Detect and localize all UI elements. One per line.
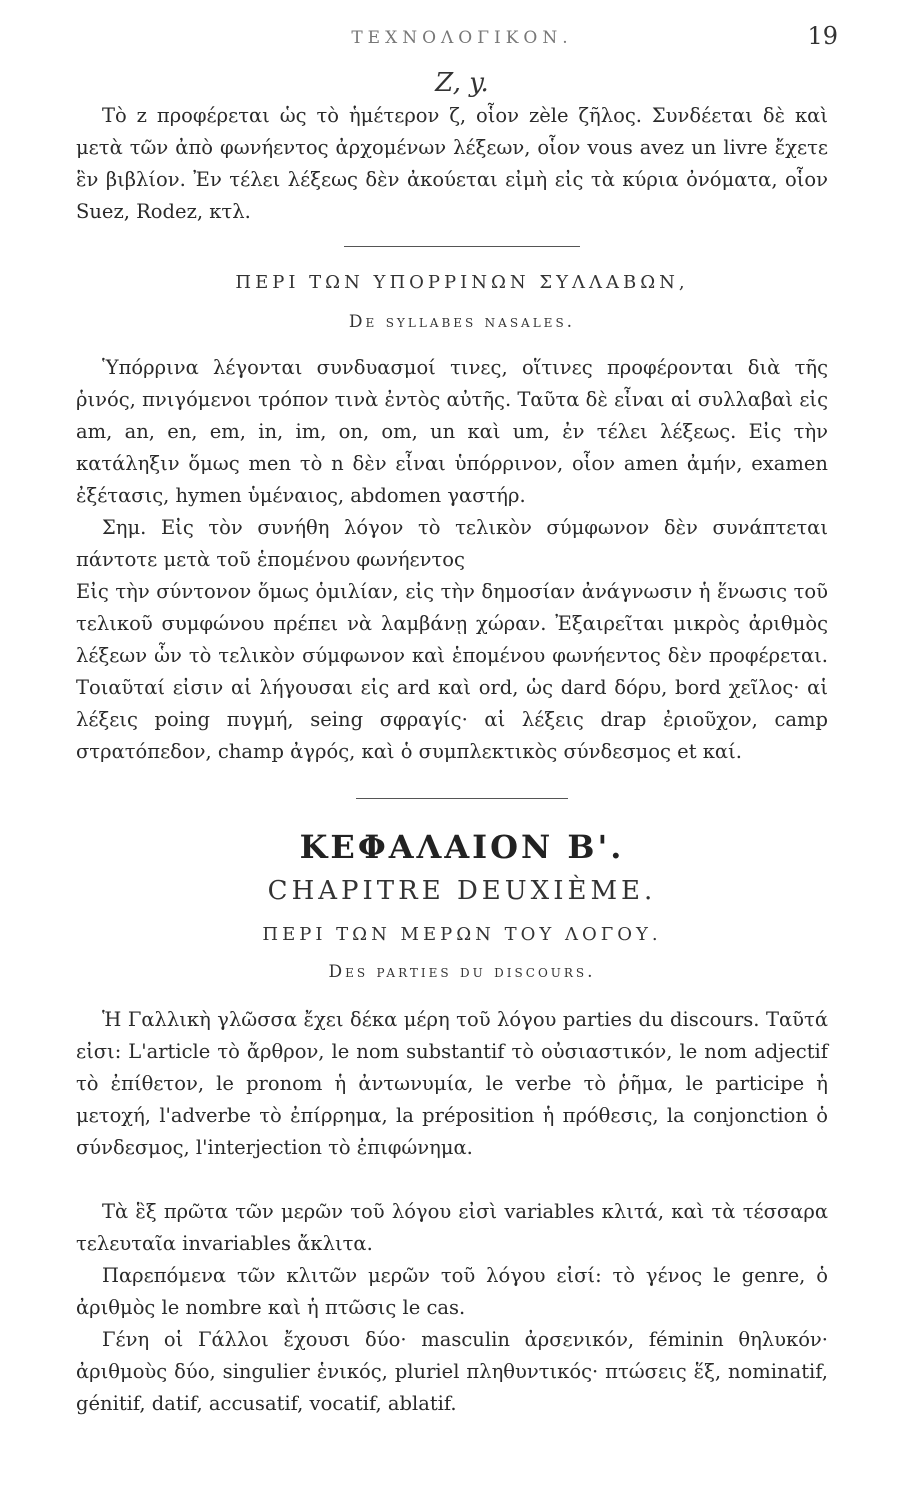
heading-nasal-greek: ΠΕΡΙ ΤΩΝ ΥΠΟΡΡΙΝΩΝ ΣΥΛΛΑΒΩΝ,: [235, 272, 689, 293]
paragraph-parts-1-text: Ἡ Γαλλικὴ γλῶσσα ἔχει δέκα μέρη τοῦ λόγου parties du discours. Ταῦτά εἰσι: L'article τὸ ἄρθρον, le nom substantif τὸ οὐσιαστικόν, le nom adjectif τὸ ἐπίθετον, le pronom ἡ ἀντωνυμία, le verbe τὸ ῥῆμα, le participe ἡ μετοχή, l'adverbe τὸ ἐπίρρημα, la préposition ἡ πρόθεσις, la conjonction ὁ σύνδεσμος, l'interjection τὸ ἐπιφώνημα.: [76, 1008, 828, 1159]
paragraph-nasal-note: [76, 512, 828, 576]
paragraph-nasal-1: [76, 352, 828, 512]
chapter-heading-french: CHAPITRE DEUXIÈME.: [267, 876, 657, 906]
paragraph-z-text: Τὸ z προφέρεται ὡς τὸ ἡμέτερον ζ, οἷον zèle ζῆλος. Συνδέεται δὲ καὶ μετὰ τῶν ἀπὸ φωνήεντος ἀρχομένων λέξεων, οἷον vous avez un livre ἔχετε ἓν βιβλίον. Ἐν τέλει λέξεως δὲν ἀκούεται εἰμὴ εἰς τὰ κύρια ὀνόματα, οἷον Suez, Rodez, κτλ.: [76, 104, 828, 223]
paragraph-parts-4-text: Γένη οἱ Γάλλοι ἔχουσι δύο· masculin ἀρσενικόν, féminin θηλυκόν· ἀριθμοὺς δύο, singulier ἑνικός, pluriel πληθυντικός· πτώσεις ἕξ, nominatif, génitif, datif, accusatif, vocatif, ablatif.: [76, 1328, 828, 1415]
running-head: ΤΕΧΝΟΛΟΓΙΚΟΝ.: [351, 28, 573, 48]
heading-parts-french: Des parties du discours.: [328, 962, 596, 982]
paragraph-nasal-note-text: Σημ. Εἰς τὸν συνήθη λόγον τὸ τελικὸν σύμφωνον δὲν συνάπτεται πάντοτε μετὰ τοῦ ἑπομένου φωνήεντος: [76, 516, 828, 571]
paragraph-parts-3-text: Παρεπόμενα τῶν κλιτῶν μερῶν τοῦ λόγου εἰσί: τὸ γένος le genre, ὁ ἀριθμὸς le nombre καὶ ἡ πτῶσις le cas.: [76, 1264, 828, 1319]
chapter-heading-greek: ΚΕΦΑΛΑΙΟΝ Β'.: [299, 828, 625, 866]
page-number: 19: [807, 22, 838, 50]
paragraph-z: [76, 100, 828, 228]
paragraph-nasal-3: [76, 576, 828, 768]
paragraph-parts-2-text: Τὰ ἓξ πρῶτα τῶν μερῶν τοῦ λόγου εἰσὶ variables κλιτά, καὶ τὰ τέσσαρα τελευταῖα invariables ἄκλιτα.: [76, 1200, 828, 1255]
heading-nasal-french: De syllabes nasales.: [348, 312, 576, 332]
section-title-z: Z, y.: [435, 68, 489, 98]
divider-rule: [356, 798, 568, 799]
paragraph-parts-4: [76, 1324, 828, 1420]
paragraph-nasal-3-text: Εἰς τὴν σύντονον ὅμως ὁμιλίαν, εἰς τὴν δημοσίαν ἀνάγνωσιν ἡ ἕνωσις τοῦ τελικοῦ συμφώνου πρέπει νὰ λαμβάνῃ χώραν. Ἐξαιρεῖται μικρὸς ἀριθμὸς λέξεων ὧν τὸ τελικὸν σύμφωνον καὶ ἑπομένου φωνήεντος δὲν προφέρεται. Τοιαῦταί εἰσιν αἱ λήγουσαι εἰς ard καὶ ord, ὡς dard δόρυ, bord χεῖλος· αἱ λέξεις poing πυγμή, seing σφραγίς· αἱ λέξεις drap ἐριοῦχον, camp στρατόπεδον, champ ἀγρός, καὶ ὁ συμπλεκτικὸς σύνδεσμος et καί.: [76, 580, 828, 763]
paragraph-parts-1: [76, 1004, 828, 1164]
paragraph-parts-2: [76, 1196, 828, 1260]
paragraph-nasal-1-text: Ὑπόρρινα λέγονται συνδυασμοί τινες, οἵτινες προφέρονται διὰ τῆς ῥινός, πνιγόμενοι τρόπον τινὰ ἐντὸς αὐτῆς. Ταῦτα δὲ εἶναι αἱ συλλαβαὶ εἰς am, an, en, em, in, im, on, om, un καὶ um, ἐν τέλει λέξεως. Εἰς τὴν κατάληξιν ὅμως men τὸ n δὲν εἶναι ὑπόρρινον, οἷον amen ἀμήν, examen ἐξέτασις, hymen ὑμέναιος, abdomen γαστήρ.: [76, 356, 828, 507]
divider-rule: [344, 246, 580, 247]
paragraph-parts-3: [76, 1260, 828, 1324]
heading-parts-greek: ΠΕΡΙ ΤΩΝ ΜΕΡΩΝ ΤΟΥ ΛΟΓΟΥ.: [262, 924, 662, 945]
